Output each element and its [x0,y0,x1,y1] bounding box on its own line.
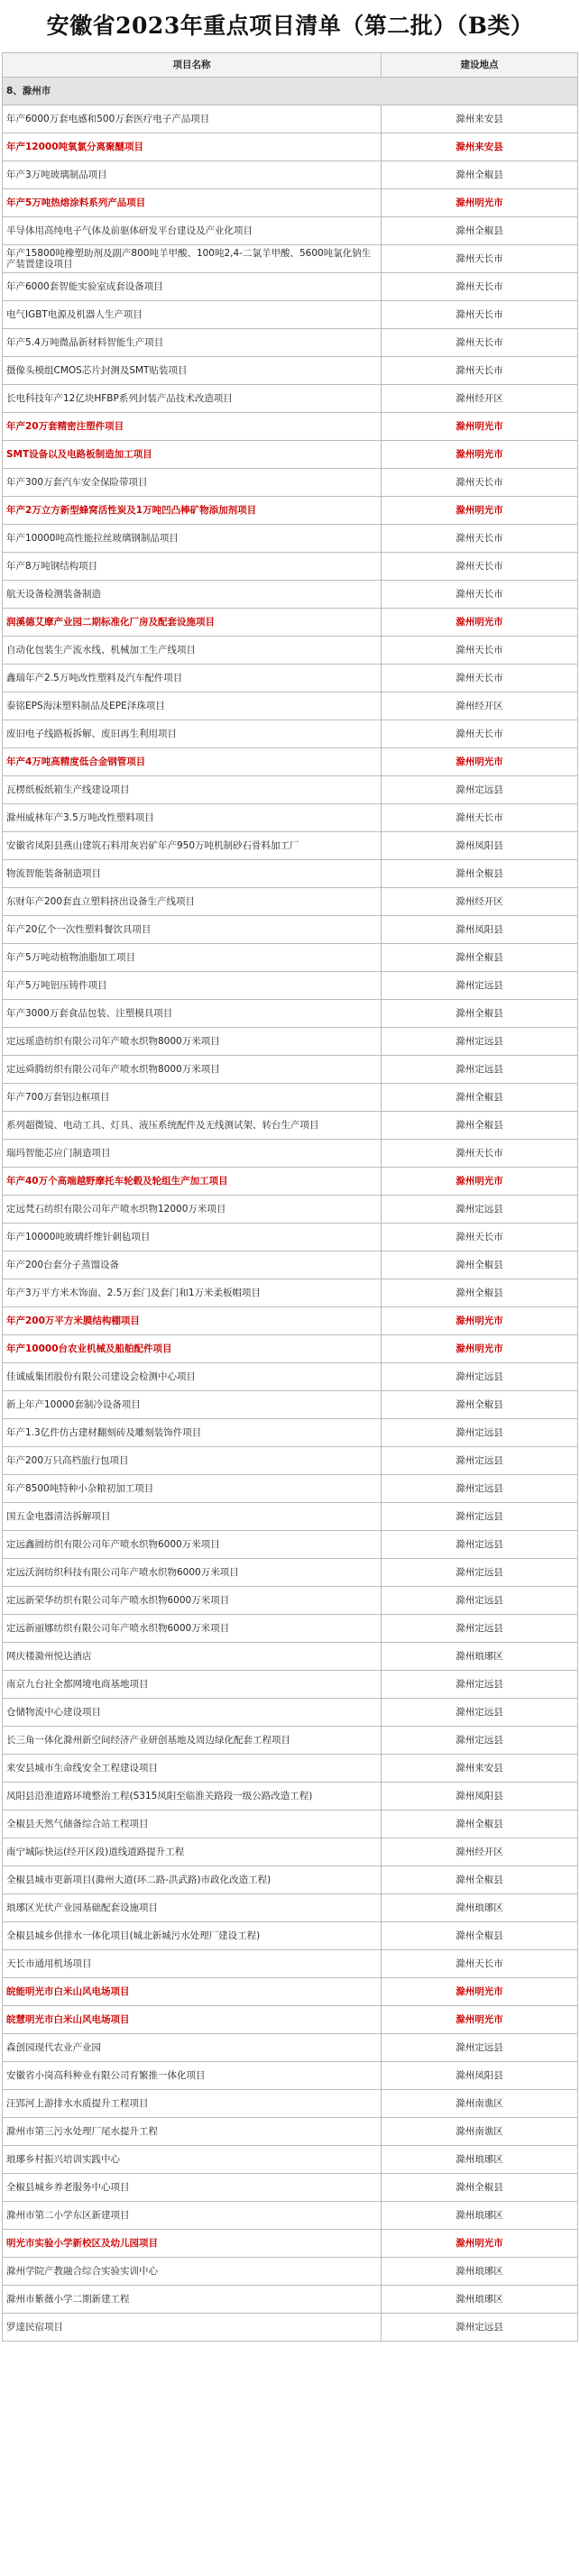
table-row [3,2314,578,2342]
project-location-cell: 滁州定远县 [382,1196,578,1224]
project-name-cell: 半导体用高纯电子气体及前驱体研发平台建设及产业化项目 [3,217,382,245]
table-header-row [3,53,578,78]
project-location-cell: 滁州明光市 [382,2006,578,2034]
project-name-cell: 南京九台社全都网境电商基地项目 [3,1671,382,1699]
project-name-cell: 系列超微镜、电动工具、灯具、液压系统配件及无线测试架、转台生产项目 [3,1112,382,1140]
table-row [3,301,578,329]
table-row [3,1000,578,1028]
table-row [3,1084,578,1112]
project-location-cell: 滁州天长市 [382,469,578,497]
project-name-cell: 年产4万吨高精度低合金钢管项目 [3,748,382,776]
project-name-cell: 汪郢河上游排水水质提升工程项目 [3,2090,382,2118]
table-row [3,609,578,637]
table-row [3,1783,578,1811]
project-name-cell: 网庆楼滁州悦达酒店 [3,1643,382,1671]
project-name-cell: 年产6000万套电感和500万套医疗电子产品项目 [3,105,382,133]
project-location-cell: 滁州天长市 [382,525,578,553]
project-location-cell: 滁州定远县 [382,1419,578,1447]
project-location-cell: 滁州明光市 [382,497,578,525]
table-row [3,1755,578,1783]
project-name-cell: 滁州威林年产3.5万吨改性塑料项目 [3,804,382,832]
document-title: 安徽省2023年重点项目清单（第二批）（B类） [46,13,534,39]
project-location-cell: 滁州南谯区 [382,2090,578,2118]
region-row [3,78,578,105]
project-location-cell: 滁州全椒县 [382,1811,578,1838]
project-name-cell: 滁州市第三污水处理厂尾水提升工程 [3,2118,382,2146]
table-row [3,1950,578,1978]
project-location-cell: 滁州定远县 [382,776,578,804]
project-location-cell: 滁州来安县 [382,133,578,161]
project-location-cell: 滁州定远县 [382,1363,578,1391]
table-row [3,2202,578,2230]
project-location-cell: 滁州定远县 [382,1503,578,1531]
table-row [3,1922,578,1950]
project-name-cell: 年产15800吨橡塑助剂及副产800吨羊甲酸、100吨2,4-二氯羊甲酸、5600吨氯化钠生产装置建设项目 [3,245,382,273]
project-name-cell: 国五金电器清洁拆解项目 [3,1503,382,1531]
column-header-location: 建设地点 [382,53,578,78]
table-row [3,804,578,832]
project-location-cell: 滁州定远县 [382,1447,578,1475]
project-location-cell: 滁州定远县 [382,2034,578,2062]
project-location-cell: 滁州琅琊区 [382,2258,578,2286]
project-name-cell: 仓储物流中心建设项目 [3,1699,382,1727]
table-row [3,2146,578,2174]
table-row [3,665,578,692]
project-location-cell: 滁州凤阳县 [382,916,578,944]
table-row [3,1978,578,2006]
project-name-cell: 年产20万套精密注塑件项目 [3,413,382,441]
table-row [3,1727,578,1755]
project-location-cell: 滁州明光市 [382,748,578,776]
table-row [3,329,578,357]
project-location-cell: 滁州定远县 [382,1028,578,1056]
project-name-cell: 年产5.4万吨微晶新材料智能生产项目 [3,329,382,357]
table-row [3,1112,578,1140]
table-row [3,1503,578,1531]
table-row [3,916,578,944]
table-row [3,2258,578,2286]
project-name-cell: 航天设备检测装备制造 [3,581,382,609]
project-name-cell: 瓦楞纸板纸箱生产线建设项目 [3,776,382,804]
project-location-cell: 滁州天长市 [382,665,578,692]
project-location-cell: 滁州全椒县 [382,1251,578,1279]
table-row [3,2062,578,2090]
project-location-cell: 滁州凤阳县 [382,2062,578,2090]
table-row [3,1307,578,1335]
table-row [3,832,578,860]
project-name-cell: 皖能明光市白米山风电场项目 [3,1978,382,2006]
project-location-cell: 滁州琅琊区 [382,1894,578,1922]
project-name-cell: 电气IGBT电源及机器人生产项目 [3,301,382,329]
project-location-cell: 滁州定远县 [382,2314,578,2342]
project-location-cell: 滁州琅琊区 [382,2202,578,2230]
project-location-cell: 滁州来安县 [382,105,578,133]
project-name-cell: 定远瑶造纺织有限公司年产喷水织物8000万米项目 [3,1028,382,1056]
project-location-cell: 滁州经开区 [382,385,578,413]
table-row [3,2090,578,2118]
table-row [3,1894,578,1922]
table-row [3,553,578,581]
project-location-cell: 滁州明光市 [382,1335,578,1363]
table-row [3,1056,578,1084]
project-location-cell: 滁州全椒县 [382,860,578,888]
project-name-cell: 年产8万吨钢结构项目 [3,553,382,581]
project-location-cell: 滁州全椒县 [382,161,578,189]
project-name-cell: 滁州市第二小学东区新建项目 [3,2202,382,2230]
table-row [3,637,578,665]
project-location-cell: 滁州定远县 [382,972,578,1000]
project-location-cell: 滁州明光市 [382,609,578,637]
project-location-cell: 滁州定远县 [382,1699,578,1727]
project-name-cell: 润溪德艾摩产业园二期标准化厂房及配套设施项目 [3,609,382,637]
project-name-cell: 年产200台套分子蒸馏设备 [3,1251,382,1279]
project-location-cell: 滁州天长市 [382,553,578,581]
project-location-cell: 滁州琅琊区 [382,2286,578,2314]
project-name-cell: 物流智能装备制造项目 [3,860,382,888]
project-name-cell: 自动化包装生产流水线、机械加工生产线项目 [3,637,382,665]
project-name-cell: SMT设备以及电路板制造加工项目 [3,441,382,469]
table-row [3,413,578,441]
project-name-cell: 年产1.3亿件仿古建材翻刻砖及雕刻装饰件项目 [3,1419,382,1447]
table-row [3,1028,578,1056]
project-location-cell: 滁州来安县 [382,1755,578,1783]
project-name-cell: 长三角一体化滁州新空间经济产业研创基地及周边绿化配套工程项目 [3,1727,382,1755]
table-row [3,441,578,469]
table-row [3,1196,578,1224]
table-row [3,245,578,273]
project-name-cell: 森创园现代农业产业园 [3,2034,382,2062]
project-location-cell: 滁州明光市 [382,441,578,469]
project-location-cell: 滁州天长市 [382,1140,578,1168]
table-row [3,525,578,553]
project-location-cell: 滁州全椒县 [382,2174,578,2202]
project-name-cell: 废旧电子线路板拆解、废旧再生利用项目 [3,720,382,748]
table-row [3,2034,578,2062]
project-name-cell: 滁州市紫薇小学二期新建工程 [3,2286,382,2314]
table-row [3,2174,578,2202]
table-row [3,1531,578,1559]
table-row [3,2286,578,2314]
project-location-cell: 滁州明光市 [382,1168,578,1196]
project-name-cell: 年产3000万套食品包装、注塑模具项目 [3,1000,382,1028]
project-name-cell: 天长市通用机场项目 [3,1950,382,1978]
project-name-cell: 年产12000吨氧氯分离聚醚项目 [3,133,382,161]
project-name-cell: 年产200万平方米膜结构棚项目 [3,1307,382,1335]
project-location-cell: 滁州明光市 [382,1978,578,2006]
project-location-cell: 滁州南谯区 [382,2118,578,2146]
table-row [3,1251,578,1279]
project-name-cell: 定远新丽娜纺织有限公司年产喷水织物6000万米项目 [3,1615,382,1643]
project-name-cell: 全椒县城市更新项目(滁州大道(环二路-洪武路)市政化改造工程) [3,1866,382,1894]
project-location-cell: 滁州全椒县 [382,1000,578,1028]
project-location-cell: 滁州定远县 [382,1559,578,1587]
project-name-cell: 年产3万平方米木饰面、2.5万套门及套门和1万米柔板帽项目 [3,1279,382,1307]
project-name-cell: 来安县城市生命线安全工程建设项目 [3,1755,382,1783]
table-row [3,1391,578,1419]
project-name-cell: 瑞玛智能芯应门制造项目 [3,1140,382,1168]
project-name-cell: 全椒县城乡供排水一体化项目(城北新城污水处理厂建设工程) [3,1922,382,1950]
project-name-cell: 年产5万吨热熔涂料系列产品项目 [3,189,382,217]
project-location-cell: 滁州定远县 [382,1615,578,1643]
project-name-cell: 摄像头模组CMOS芯片封测及SMT贴装项目 [3,357,382,385]
project-name-cell: 定远鑫圆纺织有限公司年产喷水织物6000万米项目 [3,1531,382,1559]
project-name-cell: 年产10000台农业机械及船舶配件项目 [3,1335,382,1363]
project-location-cell: 滁州琅琊区 [382,2146,578,2174]
project-location-cell: 滁州天长市 [382,245,578,273]
project-location-cell: 滁州天长市 [382,637,578,665]
region-label: 8、滁州市 [3,78,578,105]
table-row [3,1419,578,1447]
project-location-cell: 滁州定远县 [382,1056,578,1084]
table-row [3,273,578,301]
project-location-cell: 滁州天长市 [382,273,578,301]
project-location-cell: 滁州定远县 [382,1531,578,1559]
project-name-cell: 年产3万吨玻璃制品项目 [3,161,382,189]
project-name-cell: 年产6000套智能实验室成套设备项目 [3,273,382,301]
project-location-cell: 滁州经开区 [382,692,578,720]
table-body [3,78,578,2342]
project-location-cell: 滁州天长市 [382,357,578,385]
project-location-cell: 滁州明光市 [382,2230,578,2258]
project-name-cell: 年产8500吨特种小杂粮初加工项目 [3,1475,382,1503]
project-name-cell: 年产10000吨高性能拉丝玻璃钢制品项目 [3,525,382,553]
project-name-cell: 定远新荣华纺织有限公司年产喷水织物6000万米项目 [3,1587,382,1615]
table-row [3,1140,578,1168]
table-row [3,860,578,888]
project-location-cell: 滁州天长市 [382,301,578,329]
table-row [3,944,578,972]
table-row [3,1559,578,1587]
project-location-cell: 滁州定远县 [382,1475,578,1503]
project-location-cell: 滁州经开区 [382,1838,578,1866]
project-name-cell: 长电科技年产12亿块HFBP系列封装产品技术改造项目 [3,385,382,413]
table-row [3,1643,578,1671]
project-name-cell: 年产40万个高端越野摩托车轮毂及轮组生产加工项目 [3,1168,382,1196]
project-location-cell: 滁州天长市 [382,1224,578,1251]
column-header-name: 项目名称 [3,53,382,78]
table-row [3,1335,578,1363]
table-row [3,1615,578,1643]
project-location-cell: 滁州明光市 [382,1307,578,1335]
project-name-cell: 年产20亿个一次性塑料餐饮具项目 [3,916,382,944]
project-location-cell: 滁州明光市 [382,413,578,441]
project-name-cell: 鑫瑞年产2.5万吨改性塑料及汽车配件项目 [3,665,382,692]
table-row [3,469,578,497]
project-name-cell: 年产300万套汽车安全保险带项目 [3,469,382,497]
project-name-cell: 滁州学院产教融合综合实验实训中心 [3,2258,382,2286]
project-name-cell: 琅琊区光伏产业园基础配套设施项目 [3,1894,382,1922]
table-row [3,1279,578,1307]
table-row [3,1699,578,1727]
project-location-cell: 滁州全椒县 [382,1084,578,1112]
project-name-cell: 新上年产10000套制冷设备项目 [3,1391,382,1419]
table-row [3,1587,578,1615]
project-name-cell: 凤阳县沿淮道路环境整治工程(S315凤阳至临淮关路段一级公路改造工程) [3,1783,382,1811]
table-row [3,1168,578,1196]
table-row [3,2006,578,2034]
project-name-cell: 年产200万只高档旅行包项目 [3,1447,382,1475]
project-location-cell: 滁州天长市 [382,804,578,832]
project-location-cell: 滁州天长市 [382,581,578,609]
table-row [3,357,578,385]
table-row [3,581,578,609]
project-location-cell: 滁州定远县 [382,1587,578,1615]
project-name-cell: 年产5万吨铝压铸件项目 [3,972,382,1000]
table-row [3,189,578,217]
project-name-cell: 琅琊乡村振兴培训实践中心 [3,2146,382,2174]
project-name-cell: 定远梵石纺织有限公司年产喷水织物12000万米项目 [3,1196,382,1224]
project-location-cell: 滁州全椒县 [382,1391,578,1419]
table-row [3,776,578,804]
project-name-cell: 佳诚威集团股份有限公司建设会检测中心项目 [3,1363,382,1391]
table-row [3,1671,578,1699]
project-name-cell: 全椒县城乡养老服务中心项目 [3,2174,382,2202]
table-row [3,1363,578,1391]
table-row [3,888,578,916]
project-name-cell: 东财年产200套直立塑料挤出设备生产线项目 [3,888,382,916]
project-name-cell: 安徽省凤阳县燕山建筑石料用灰岩矿年产950万吨机制砂石骨料加工厂 [3,832,382,860]
project-location-cell: 滁州全椒县 [382,944,578,972]
table-row [3,217,578,245]
project-location-cell: 滁州明光市 [382,189,578,217]
project-name-cell: 年产10000吨玻璃纤维针刺毡项目 [3,1224,382,1251]
project-name-cell: 年产2万立方新型蜂窝活性炭及1万吨凹凸棒矿物添加剂项目 [3,497,382,525]
project-location-cell: 滁州定远县 [382,1671,578,1699]
table-row [3,2230,578,2258]
table-row [3,105,578,133]
project-table [2,52,578,2342]
project-location-cell: 滁州全椒县 [382,217,578,245]
table-row [3,748,578,776]
project-name-cell: 年产5万吨动植物油脂加工项目 [3,944,382,972]
project-location-cell: 滁州天长市 [382,1950,578,1978]
table-row [3,497,578,525]
table-row [3,692,578,720]
project-location-cell: 滁州凤阳县 [382,1783,578,1811]
project-name-cell: 南宁城际快运(经开区段)道线道路提升工程 [3,1838,382,1866]
project-name-cell: 安徽省小岗高科种业有限公司育繁推一体化项目 [3,2062,382,2090]
project-name-cell: 年产700万套铝边框项目 [3,1084,382,1112]
table-row [3,385,578,413]
table-row [3,720,578,748]
project-name-cell: 定远沃润纺织科技有限公司年产喷水织物6000万米项目 [3,1559,382,1587]
project-location-cell: 滁州全椒县 [382,1112,578,1140]
project-name-cell: 明光市实验小学新校区及幼儿园项目 [3,2230,382,2258]
project-name-cell: 罗達民宿项目 [3,2314,382,2342]
table-row [3,1811,578,1838]
project-location-cell: 滁州全椒县 [382,1866,578,1894]
project-name-cell: 全椒县天然气储备综合站工程项目 [3,1811,382,1838]
project-location-cell: 滁州凤阳县 [382,832,578,860]
project-location-cell: 滁州全椒县 [382,1279,578,1307]
table-row [3,133,578,161]
table-row [3,2118,578,2146]
table-row [3,1838,578,1866]
table-row [3,161,578,189]
table-row [3,1475,578,1503]
project-name-cell: 皖慧明光市白米山风电场项目 [3,2006,382,2034]
project-location-cell: 滁州天长市 [382,329,578,357]
table-row [3,972,578,1000]
project-name-cell: 定远舜腾纺织有限公司年产喷水织物8000万米项目 [3,1056,382,1084]
project-location-cell: 滁州全椒县 [382,1922,578,1950]
project-location-cell: 滁州天长市 [382,720,578,748]
table-row [3,1224,578,1251]
project-location-cell: 滁州经开区 [382,888,578,916]
project-location-cell: 滁州定远县 [382,1727,578,1755]
table-row [3,1447,578,1475]
project-name-cell: 泰铭EPS海沫塑料制品及EPE泽珠项目 [3,692,382,720]
project-location-cell: 滁州琅琊区 [382,1643,578,1671]
table-row [3,1866,578,1894]
